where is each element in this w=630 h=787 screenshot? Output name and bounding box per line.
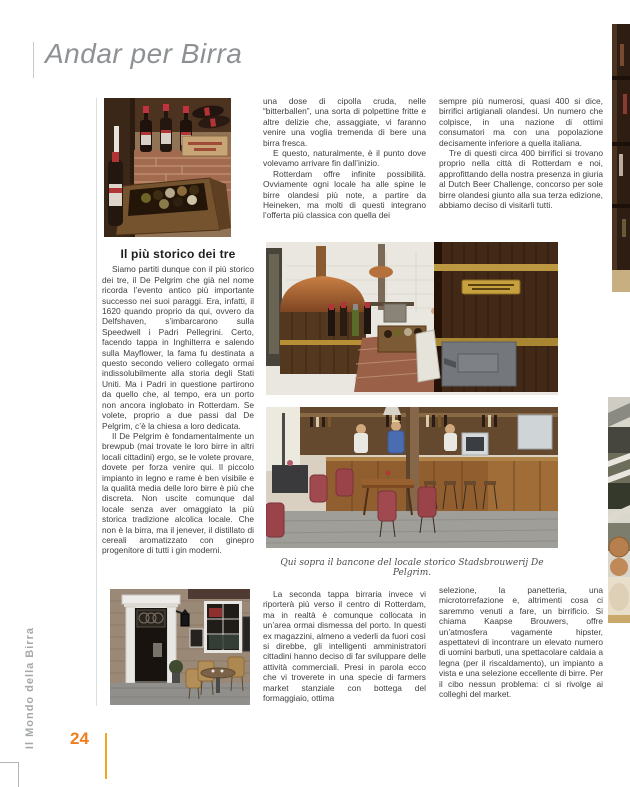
photo-sliver-mid-right xyxy=(608,397,630,623)
photo-brewhouse xyxy=(266,242,558,395)
paragraph-right-1: sempre più numerosi, quasi 400 si dice, birrifici artigianali olandesi. Un numero che colpisce, in una nazione di ottimi consumatori ma con una popolazione decisamente inferiore a quella italiana. xyxy=(439,96,603,148)
photo-brewery-entrance xyxy=(110,589,250,705)
photo-sliver-top-right xyxy=(612,24,630,292)
photo-pub-interior xyxy=(266,407,558,548)
left-column xyxy=(102,249,254,556)
bottles-crate-illustration xyxy=(104,98,231,237)
pub-interior-illustration xyxy=(266,407,558,548)
left-column-rule xyxy=(96,98,97,706)
paragraph-mid-3: Rotterdam offre infinite possibilità. Ovviamente ogni locale ha alle spine le birre olandesi più note, a partire da Heineken, ma molti di questi integrano l’offerta più classica con quella dei xyxy=(263,168,426,221)
sliver-top-illustration xyxy=(612,24,630,292)
paragraph-mid-4: La seconda tappa birraria invece vi riporterà più verso il centro di Rotterdam, ma in realtà è comunque collocata in un’area ormai dismessa del porto. In questi ex magazzini, almeno a vederli da fuori così si direbbe, gli intelligenti amministratori cittadini hanno deciso di far sviluppare delle attività commerciali. Presi in parola ecco che vi troverete in una specie di farmers market stanziale con bottega del formaggiaio, ottima xyxy=(263,589,426,704)
paragraph-right-3: selezione, la panetteria, una microtorrefazione e, altrimenti cosa ci saremmo venuti a fare, un birrificio. Si chiama Kaapse Brouwers, offre un’atmosfera vagamente hipster, aspettatevi di incontrare un elevato numero di uomini barbuti, una spettacolare caldaia a legna (per il riscaldamento), un impianto a vista e una selezione eccellente di birre. Per il cibo nessun problema: ci si rivolge ai colleghi del market. xyxy=(439,585,603,700)
middle-column-bottom xyxy=(263,589,426,703)
paragraph-mid-2: E questo, naturalmente, è il punto dove volevamo arrivare fin dall’inizio. xyxy=(263,148,426,169)
crop-mark-icon xyxy=(0,762,19,787)
title-rule xyxy=(33,42,34,78)
paragraph-left-1: Siamo partiti dunque con il più storico dei tre, il De Pelgrim che già nel nome ricorda l’evento antico più importante successo nei suoi paraggi. Era, infatti, il 1620 quando proprio da qui, ovvero da Delfshaven, s’imbarcarono sulla Speedwell i Padri Pellegrini. Certo, facendo tappa in Inghilterra e salendo sulla Mayflower, la fama fu destinata a questo secondo veliero collegato ormai indissolubilmente alla storia degli Stati Uniti. Ma i Padri in questione partirono da quello che, al tempo, era un porto non ancora inglobato in Rotterdam. Se volete, proprio a due passi dal De Pelgrim, c’è la chiesa a loro dedicata. xyxy=(102,264,254,431)
paragraph-right-2: Tre di questi circa 400 birrifici si trovano proprio nella città di Rotterdam e noi, approfittando della nostra presenza in giuria al Dutch Beer Challenge, concorso per sole birre olandesi giunto alla sua terza edizione, abbiamo deciso di visitarli tutti. xyxy=(439,148,603,211)
sliver-mid-illustration xyxy=(608,397,630,623)
series-title-vertical: Il Mondo della Birra xyxy=(24,626,36,749)
page-number: 24 xyxy=(70,729,89,748)
section-heading: Il più storico dei tre xyxy=(120,247,236,261)
right-column-top xyxy=(439,96,603,210)
paragraph-mid-1: una dose di cipolla cruda, nelle “bitterballen”, una sorta di polpettine fritte e altre delizie che, assaggiate, vi faranno venire una voglia tremenda di bere una birra fresca. xyxy=(263,96,426,148)
right-column-bottom xyxy=(439,585,603,699)
paragraph-left-2: Il De Pelgrim è fondamentalmente un brewpub (mai trovate le loro birre in altri locali cittadini) ergo, se le volete provare, dovete per forza venire qui. Il piccolo impianto in legno e rame è ben visibile e la qualità media delle loro birre è più che discreta. Non uscite comunque dal locale senza aver omaggiato la più storica tradizione alcolica locale. Che non è la birra, ma il jenever, il distillato di cereali aromatizzato con ginepro progenitore di tutti i gin moderni. xyxy=(102,430,254,556)
brewhouse-illustration xyxy=(266,242,558,395)
photo-caption: Qui sopra il bancone del locale storico Stadsbrouwerij De Pelgrim. xyxy=(280,558,544,578)
folio-rule xyxy=(105,733,107,779)
photo-bottles-crate xyxy=(104,98,231,237)
entrance-illustration xyxy=(110,589,250,705)
page-title: Andar per Birra xyxy=(45,38,243,69)
middle-column-top xyxy=(263,96,426,221)
